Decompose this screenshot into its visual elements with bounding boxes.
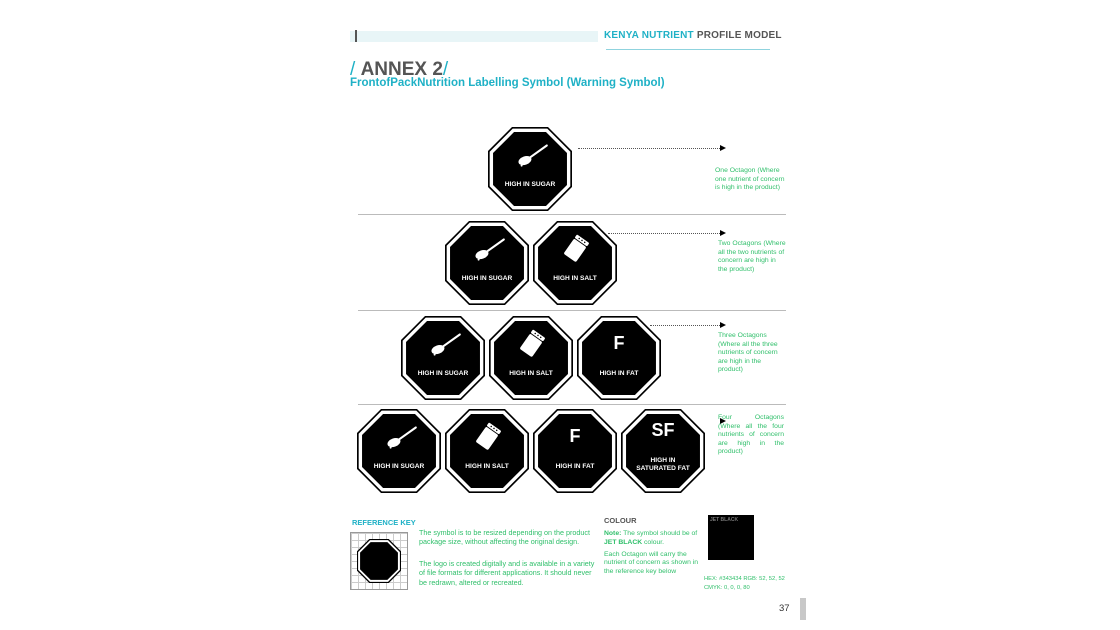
octagon-high-in-sugar	[401, 316, 485, 400]
swatch-label: JET BLACK	[710, 517, 739, 523]
annex-title-text: ANNEX 2	[360, 59, 443, 80]
octagon-high-in-salt	[445, 409, 529, 493]
fat-letter-icon: F	[569, 426, 581, 447]
colour-note-2: Each Octagon will carry the nutrient of concern as shown in the reference key below	[604, 550, 699, 576]
octagon-high-in-fat	[577, 316, 661, 400]
note-one-octagon: One Octagon (Where one nutrient of concern is high in the product)	[715, 167, 785, 192]
jet-black-emphasis: JET BLACK	[604, 538, 643, 546]
colour-codes	[704, 575, 788, 592]
octagon-high-in-saturated-fat	[621, 409, 705, 493]
colour-note-line	[604, 530, 704, 548]
reference-grid	[350, 532, 408, 590]
annex-subtitle: FrontofPackNutrition Labelling Symbol (Warning Symbol)	[350, 77, 665, 89]
leader-line	[578, 148, 720, 149]
octagon-high-in-salt	[489, 316, 573, 400]
note-label: Note:	[604, 530, 622, 537]
octagon-label: HIGH IN SALT	[509, 369, 553, 377]
octagon-high-in-sugar	[445, 221, 529, 305]
header-underline	[606, 49, 770, 50]
note-three-octagons: Three Octagons (Where all the three nutrients of concern are high in the product)	[718, 332, 778, 374]
row-divider	[358, 404, 786, 405]
octagon-label: HIGH IN SALT	[465, 462, 509, 470]
annex-slash-left: /	[350, 59, 361, 80]
colour-title: COLOUR	[604, 516, 637, 525]
page-number: 37	[779, 603, 790, 614]
leader-line	[650, 325, 720, 326]
cmyk-text: CMYK: 0, 0, 0, 80	[704, 584, 750, 591]
header-title-part2: PROFILE MODEL	[696, 30, 782, 41]
arrow-icon	[720, 230, 726, 236]
page-tab-marker	[800, 598, 806, 620]
octagon-label-line1: HIGH IN	[650, 456, 676, 464]
reference-paragraph-2: The logo is created digitally and is available in a variety of file formats for different applications. It should never be redrawn, altered or recreated.	[419, 559, 595, 587]
reference-paragraph-1: The symbol is to be resized depending on the product package size, without affecting the original design.	[419, 528, 591, 547]
octagon-high-in-sugar	[488, 127, 572, 211]
octagon-label: HIGH IN SUGAR	[461, 274, 513, 282]
octagon-label: HIGH IN FAT	[555, 462, 595, 470]
octagon-high-in-salt	[533, 221, 617, 305]
annex-slash-right: /	[442, 59, 449, 80]
octagon-high-in-fat	[533, 409, 617, 493]
octagon-label: HIGH IN SALT	[553, 274, 597, 282]
octagon-label: HIGH IN FAT	[599, 369, 639, 377]
arrow-icon	[720, 145, 726, 151]
octagon-label: HIGH IN SUGAR	[417, 369, 469, 377]
octagon-high-in-sugar	[357, 409, 441, 493]
reference-octagon-icon	[357, 539, 401, 583]
octagon-label: HIGH IN SUGAR	[373, 462, 425, 470]
document-header	[604, 30, 782, 41]
leader-line	[608, 233, 720, 234]
saturated-fat-letters-icon: SF	[651, 419, 675, 440]
note-text-2: colour.	[644, 538, 665, 546]
row-divider	[358, 310, 786, 311]
note-four-octagons: Four Octagons (Where all the four nutrients of concern are high in the product)	[718, 414, 784, 456]
octagon-label: HIGH IN SUGAR	[504, 180, 556, 188]
octagon-label-line2: SATURATED FAT	[636, 465, 690, 473]
header-title-part1: KENYA NUTRIENT	[604, 30, 694, 41]
fat-letter-icon: F	[613, 333, 625, 354]
header-mark	[355, 30, 357, 42]
colour-note	[604, 530, 704, 577]
note-two-octagons: Two Octagons (Where all the two nutrients of concern are high in the product)	[718, 240, 786, 273]
row-divider	[358, 214, 786, 215]
header-band	[350, 31, 598, 42]
hex-rgb-text: HEX: #343434 RGB: 52, 52, 52	[704, 576, 785, 582]
note-text-1: The symbol should be of	[623, 530, 698, 537]
reference-key-title: REFERENCE KEY	[352, 518, 416, 527]
arrow-icon	[720, 322, 726, 328]
